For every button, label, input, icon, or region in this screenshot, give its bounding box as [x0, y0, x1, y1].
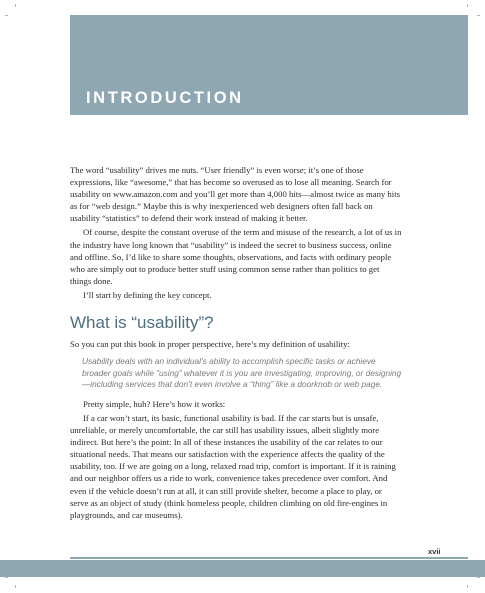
- crop-mark: [477, 577, 480, 578]
- section-spacer: [70, 301, 402, 312]
- page-number: xvii: [428, 547, 441, 556]
- footer-bar: [0, 560, 485, 577]
- crop-mark: [467, 585, 468, 588]
- chapter-title: INTRODUCTION: [86, 89, 244, 107]
- body-paragraph: The word “usability” drives me nuts. “User friendly” is even worse; it’s one of those expressions, like “awesome,” that has become so overused as to lose all meaning. Search for usability on www.amazon.com and you’ll get more than 4,000 hits—almost twice as many hits as for “web design.” Maybe this is why inexperienced web designers often fall back on usability “statistics” to defend their work instead of making it better.: [70, 165, 400, 224]
- body-paragraph: I’ll start by defining the key concept.: [83, 289, 212, 300]
- section-lead: So you can put this book in proper perspective, here’s my definition of usability:: [70, 339, 350, 350]
- crop-mark: [15, 4, 16, 7]
- crop-mark: [15, 585, 16, 588]
- crop-mark: [477, 15, 480, 16]
- crop-mark: [5, 15, 8, 16]
- body-paragraph: Of course, despite the constant overuse of the term and misuse of the research, a lot of us in the industry have long known that “usability” is indeed the secret to business success, online and offline. So, I’d like to share some thoughts, observations, and facts with ordinary people who are simply out to produce better stuff using common sense rather than politics to get things done.: [70, 227, 402, 286]
- footer-rule: [70, 557, 468, 559]
- definition-callout: [82, 356, 402, 391]
- body-paragraph: If a car won’t start, its basic, functional usability is bad. If the car starts but is unsafe, unreliable, or merely uncomfortable, the car still has usability issues, albeit slightly more indirect. But here’s the point: In all of these instances the usability of the car relates to our situational needs. That means our satisfaction with the experience affects the quality of the usability, too. If we are going on a long, relaxed road trip, comfort is important. If it is raining and our neighbor offers us a ride to work, convenience takes precedence over comfort. And even if the vehicle doesn’t run at all, it can still provide shelter, become a place to play, or serve as an object of study (think homeless people, children climbing on old fire-engines in playgrounds, and car museums).: [70, 413, 396, 520]
- crop-mark: [5, 577, 8, 578]
- definition-text: Usability deals with an individual’s ability to accomplish specific tasks or achieve broader goals while “using” whatever it is you are investigating, improving, or designing—including services that don’t even involve a “thing” like a doorknob or web page.: [82, 356, 402, 390]
- crop-mark: [467, 4, 468, 7]
- page-body: [70, 164, 402, 521]
- body-paragraph: Pretty simple, huh? Here’s how it works:: [83, 398, 226, 409]
- section-heading: What is “usability”?: [70, 313, 214, 333]
